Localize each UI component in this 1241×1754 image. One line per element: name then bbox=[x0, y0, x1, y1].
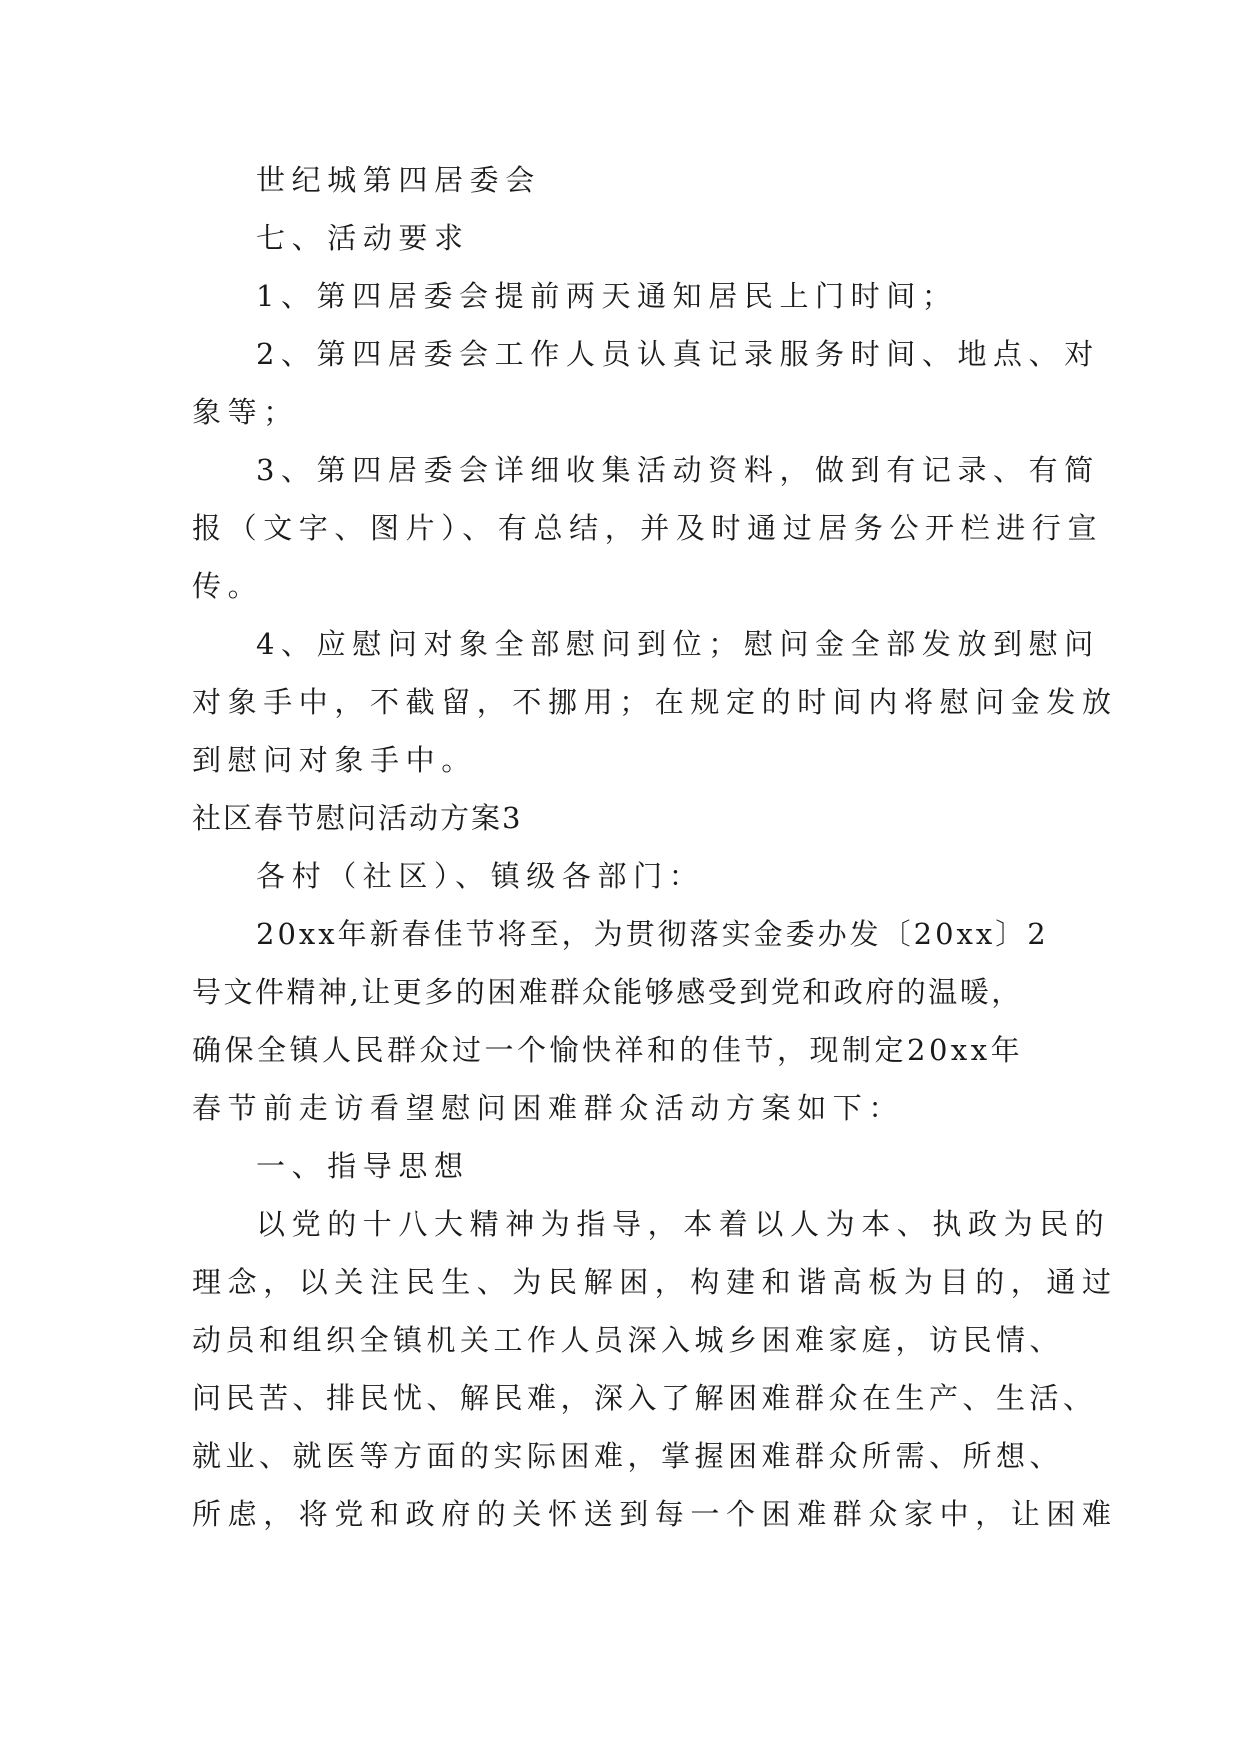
paragraph-line: 20xx年新春佳节将至，为贯彻落实金委办发〔20xx〕2 bbox=[256, 917, 1049, 951]
paragraph-line: 理念，以关注民生、为民解困，构建和谐高板为目的，通过 bbox=[192, 1265, 1118, 1299]
paragraph-line: 传。 bbox=[192, 569, 264, 603]
paragraph-line: 3、第四居委会详细收集活动资料，做到有记录、有简 bbox=[256, 453, 1100, 487]
paragraph-line: 动员和组织全镇机关工作人员深入城乡困难家庭，访民情、 bbox=[192, 1323, 1064, 1357]
paragraph-line: 2、第四居委会工作人员认真记录服务时间、地点、对 bbox=[256, 337, 1100, 371]
paragraph-line: 问民苦、排民忧、解民难，深入了解困难群众在生产、生活、 bbox=[192, 1381, 1097, 1415]
section-heading: 七、活动要求 bbox=[256, 221, 470, 255]
salutation: 各村（社区）、镇级各部门： bbox=[256, 859, 705, 893]
paragraph-line: 象等； bbox=[192, 395, 299, 429]
paragraph-line: 报（文字、图片）、有总结，并及时通过居务公开栏进行宣 bbox=[192, 511, 1104, 545]
section-heading: 一、指导思想 bbox=[256, 1149, 470, 1183]
paragraph-line: 以党的十八大精神为指导，本着以人为本、执政为民的 bbox=[256, 1207, 1111, 1241]
paragraph-line: 1、第四居委会提前两天通知居民上门时间； bbox=[256, 279, 958, 313]
paragraph-line: 确保全镇人民群众过一个愉快祥和的佳节，现制定20xx年 bbox=[192, 1033, 1024, 1067]
paragraph-line: 就业、就医等方面的实际困难，掌握困难群众所需、所想、 bbox=[192, 1439, 1064, 1473]
paragraph-line: 号文件精神,让更多的困难群众能够感受到党和政府的温暖， bbox=[192, 975, 1023, 1009]
paragraph-line: 对象手中，不截留，不挪用；在规定的时间内将慰问金发放 bbox=[192, 685, 1118, 719]
document-title: 社区春节慰问活动方案3 bbox=[192, 801, 523, 835]
paragraph-line: 所虑，将党和政府的关怀送到每一个困难群众家中，让困难 bbox=[192, 1497, 1118, 1531]
paragraph-line: 到慰问对象手中。 bbox=[192, 743, 477, 777]
paragraph-line: 世纪城第四居委会 bbox=[256, 163, 541, 197]
paragraph-line: 4、应慰问对象全部慰问到位；慰问金全部发放到慰问 bbox=[256, 627, 1100, 661]
paragraph-line: 春节前走访看望慰问困难群众活动方案如下： bbox=[192, 1091, 905, 1125]
